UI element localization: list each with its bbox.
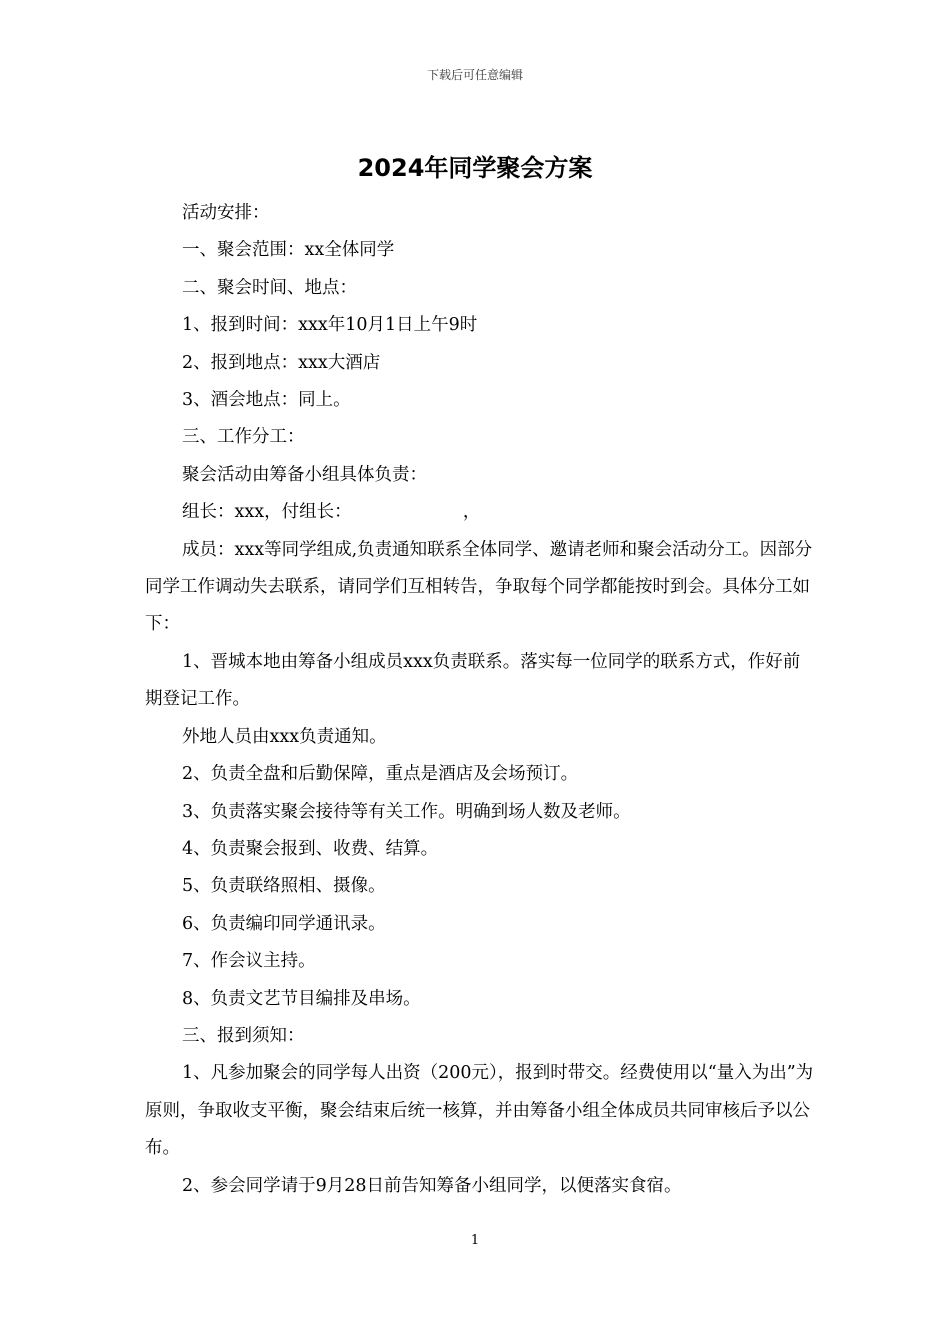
document-body bbox=[145, 195, 815, 1205]
paragraph-task-1: 1、晋城本地由筹备小组成员xxx负责联系。落实每一位同学的联系方式，作好前期登记工作。 bbox=[145, 651, 801, 710]
paragraph-task-8: 8、负责文艺节目编排及串场。 bbox=[182, 988, 421, 1009]
paragraph-notice-1: 1、凡参加聚会的同学每人出资（200元），报到时带交。经费使用以“量入为出”为原则，争取收支平衡，聚会结束后统一核算，并由筹备小组全体成员共同审核后予以公布。 bbox=[145, 1063, 814, 1159]
paragraph-banquet-place: 3、酒会地点：同上。 bbox=[182, 390, 351, 411]
paragraph-time-place-heading: 二、聚会时间、地点： bbox=[182, 277, 357, 298]
paragraph-activity-arrangement: 活动安排： bbox=[182, 203, 270, 223]
paragraph-checkin-place: 2、报到地点：xxx大酒店 bbox=[182, 352, 381, 373]
paragraph-notice-2: 2、参会同学请于9月28日前告知筹备小组同学，以便落实食宿。 bbox=[182, 1175, 682, 1196]
paragraph-task-7: 7、作会议主持。 bbox=[182, 951, 316, 972]
paragraph-group-leaders: 组长：xxx，付组长： ， bbox=[182, 502, 481, 523]
paragraph-task-2: 2、负责全盘和后勤保障，重点是酒店及会场预订。 bbox=[182, 764, 579, 785]
page-header-note: 下载后可任意编辑 bbox=[426, 68, 523, 82]
paragraph-organizing-group: 聚会活动由筹备小组具体负责： bbox=[182, 464, 427, 485]
paragraph-checkin-time: 1、报到时间：xxx年10月1日上午9时 bbox=[182, 315, 478, 336]
paragraph-task-3: 3、负责落实聚会接待等有关工作。明确到场人数及老师。 bbox=[182, 801, 631, 822]
paragraph-checkin-notice-heading: 三、报到须知： bbox=[182, 1025, 305, 1046]
page-number: 1 bbox=[470, 1233, 480, 1248]
document-title: 2024年同学聚会方案 bbox=[357, 154, 593, 182]
paragraph-gathering-scope: 一、聚会范围：xx全体同学 bbox=[182, 240, 395, 261]
paragraph-division-heading: 三、工作分工： bbox=[182, 427, 305, 448]
paragraph-outside-notice: 外地人员由xxx负责通知。 bbox=[182, 726, 387, 747]
paragraph-task-5: 5、负责联络照相、摄像。 bbox=[182, 876, 386, 897]
paragraph-task-6: 6、负责编印同学通讯录。 bbox=[182, 913, 386, 934]
paragraph-members: 成员：xxx等同学组成,负责通知联系全体同学、邀请老师和聚会活动分工。因部分同学工作调动失去联系，请同学们互相转告，争取每个同学都能按时到会。具体分工如下： bbox=[145, 539, 813, 635]
paragraph-task-4: 4、负责聚会报到、收费、结算。 bbox=[182, 838, 439, 859]
